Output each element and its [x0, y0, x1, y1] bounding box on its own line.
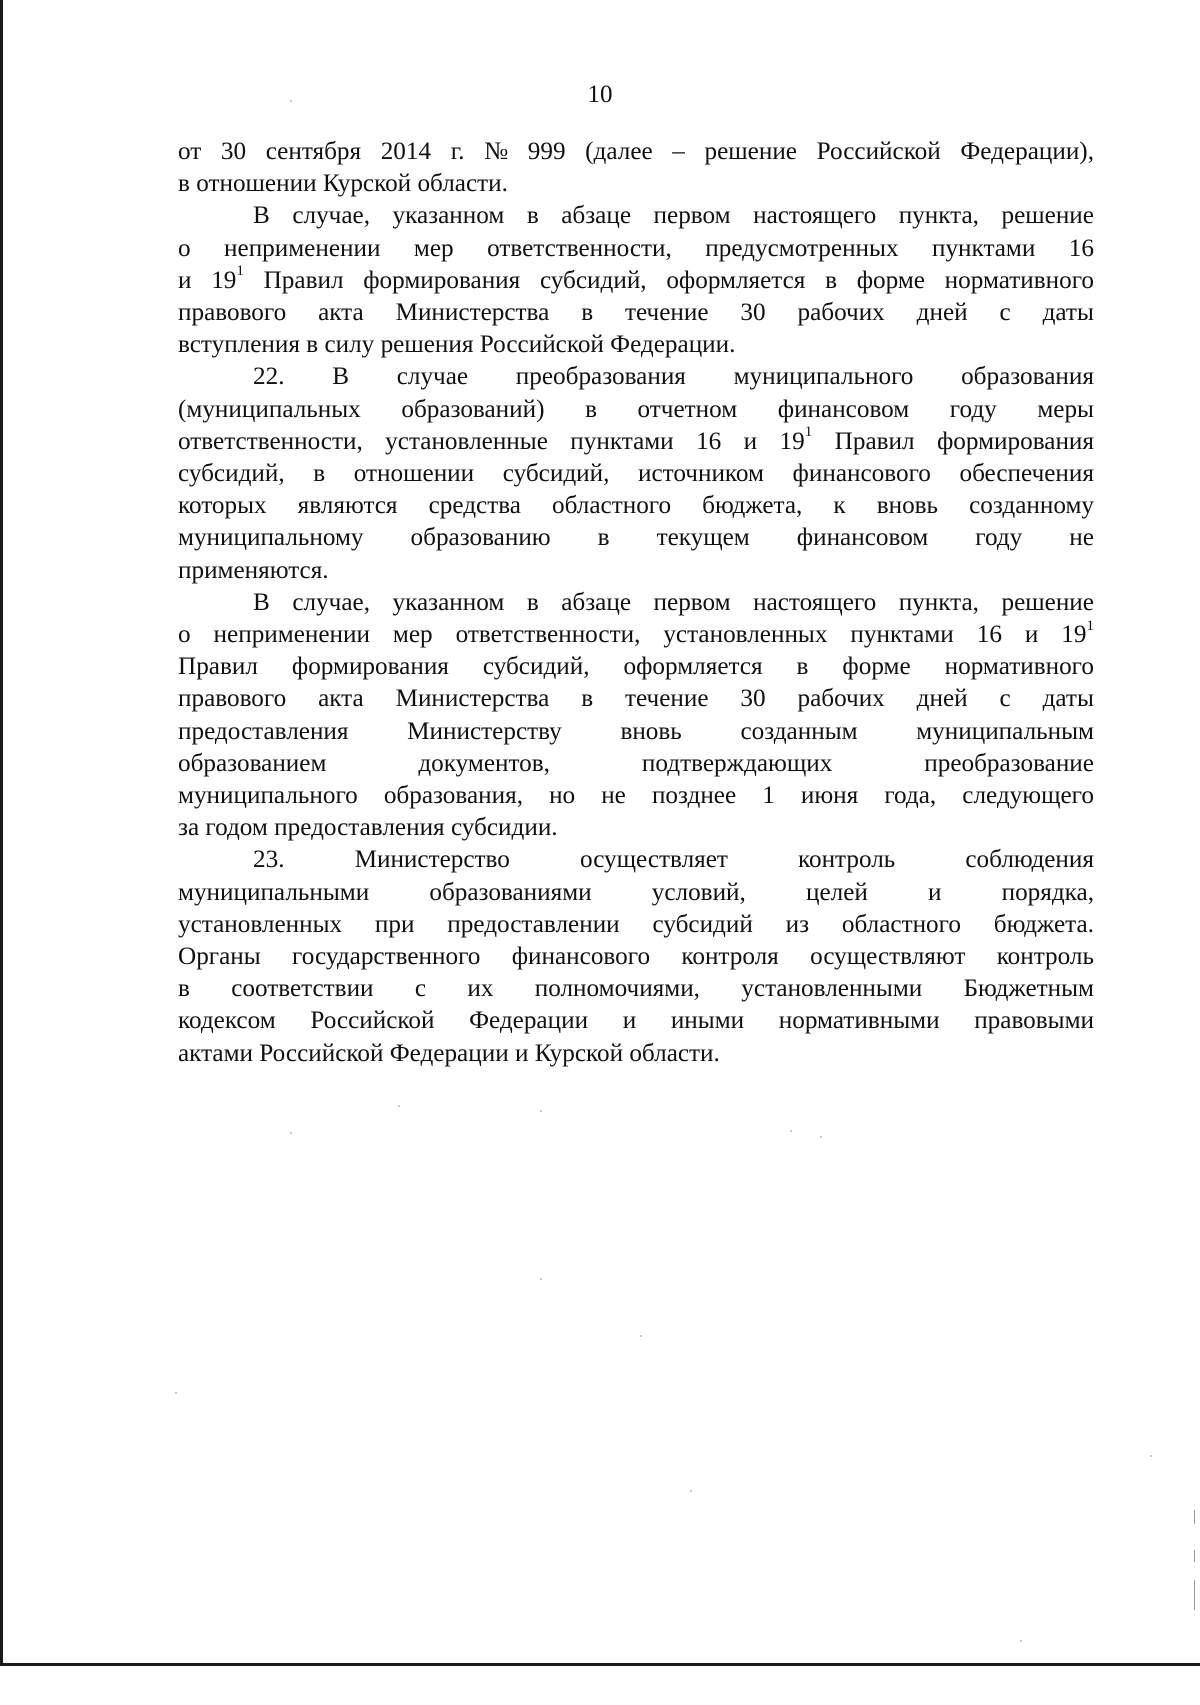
word: 1 [762, 782, 775, 810]
word: – [672, 138, 685, 165]
word: настоящего [753, 202, 877, 230]
word: источником [638, 460, 764, 488]
word: Министерству [407, 717, 562, 745]
word: полномочиями, [534, 975, 700, 1003]
word: от [178, 138, 202, 165]
word: которых [178, 492, 267, 520]
word: акта [318, 685, 364, 713]
word: формирования [291, 653, 449, 681]
line-part: о неприменении мер ответственности, установленных пунктами 16 и 19 [178, 621, 1087, 649]
word: оформляется [623, 653, 763, 681]
line-text: применяются. [178, 556, 329, 584]
text-line [178, 168, 1094, 200]
word: в [796, 653, 809, 681]
paragraph-item-23 [178, 844, 1094, 1069]
word: 2014 [380, 138, 432, 165]
scan-speck [640, 1335, 642, 1337]
word: течение [624, 299, 709, 327]
word: В [332, 363, 349, 391]
word: 30 [220, 138, 247, 165]
word: в [581, 299, 594, 327]
word: В [253, 588, 270, 616]
word: № [484, 138, 509, 165]
word: бюджета, [702, 492, 803, 520]
word: не [1069, 524, 1094, 552]
word: ответственности, [487, 234, 672, 262]
text-line [178, 619, 1094, 651]
line-text [178, 263, 1094, 294]
line-part: и 19 [178, 266, 237, 294]
word: Российской [310, 1007, 435, 1035]
text-line [178, 909, 1094, 941]
word: 23. [253, 846, 285, 874]
word: правовыми [974, 1007, 1094, 1035]
word: документов, [418, 749, 550, 777]
word: иными [670, 1007, 745, 1035]
word: финансового [511, 943, 651, 971]
word: финансовом [796, 524, 929, 552]
superscript: 1 [804, 424, 813, 441]
line-text: актами Российской Федерации и Курской области. [178, 1039, 720, 1067]
word: бюджета. [993, 910, 1094, 938]
word: в [313, 460, 326, 488]
word: субсидий, [482, 653, 590, 681]
word: Федерации [469, 1007, 589, 1035]
word: отношении [353, 460, 475, 488]
word: областного [552, 492, 672, 520]
word: не [601, 782, 626, 810]
line-text [178, 424, 1094, 455]
text-line [178, 1038, 1094, 1070]
text-line [178, 233, 1094, 265]
word: году [975, 524, 1023, 552]
word: течение [624, 685, 709, 713]
word: в [526, 202, 539, 230]
word: государственного [292, 943, 481, 971]
word: муниципальному [178, 524, 364, 552]
word: обеспечения [959, 460, 1094, 488]
word: условий, [651, 878, 746, 906]
word: г. [450, 138, 465, 165]
word: являются [297, 492, 398, 520]
word: при [374, 910, 415, 938]
word: подтверждающих [641, 749, 833, 777]
word: в [178, 975, 190, 1003]
word: областного [841, 910, 961, 938]
text-line [178, 555, 1094, 587]
word: преобразование [924, 749, 1094, 777]
word: неприменении [224, 234, 381, 262]
word: правового [178, 685, 287, 713]
word: субсидий [652, 910, 753, 938]
word: даты [1042, 299, 1094, 327]
text-line [178, 748, 1094, 780]
line-text [178, 617, 1094, 649]
word: первом [653, 588, 731, 616]
word: пунктами [931, 234, 1036, 262]
text-line [178, 651, 1094, 683]
word: даты [1042, 685, 1094, 713]
word: финансового [792, 460, 931, 488]
text-line [178, 361, 1094, 393]
word: предусмотренных [705, 234, 899, 262]
word: случае, [292, 202, 370, 230]
word: их [467, 975, 494, 1003]
word: с [999, 299, 1011, 327]
line-text: вступления в силу решения Российской Федерации. [178, 331, 736, 359]
word: 16 [1068, 234, 1094, 262]
edge-mark [1194, 1550, 1195, 1562]
scan-speck [540, 1278, 542, 1280]
scan-speck [790, 1130, 792, 1132]
paragraph-transform-decision [178, 587, 1094, 845]
word: В [253, 202, 270, 230]
word: абзаце [561, 202, 632, 230]
word: Правил [178, 653, 258, 681]
word: (далее [585, 138, 653, 165]
word: и [927, 878, 942, 906]
text-line [178, 941, 1094, 973]
word: установленными [741, 975, 923, 1003]
superscript: 1 [236, 263, 244, 280]
word: абзаце [561, 588, 632, 616]
word: Органы [178, 943, 261, 971]
word: образования [961, 363, 1094, 391]
text-line [178, 297, 1094, 329]
word: указанном [392, 588, 505, 616]
text-line [178, 683, 1094, 715]
word: в [526, 588, 539, 616]
text-line [178, 780, 1094, 812]
word: созданному [969, 492, 1094, 520]
scan-speck [398, 1105, 400, 1107]
word: созданным [740, 717, 858, 745]
word: вновь [876, 492, 939, 520]
word: с [414, 975, 427, 1003]
word: года, [884, 782, 937, 810]
word: кодексом [178, 1007, 276, 1035]
word: 30 [740, 685, 766, 713]
word: муниципального [733, 363, 914, 391]
word: Федерации), [960, 138, 1094, 165]
word: нормативными [778, 1007, 940, 1035]
word: в [585, 395, 597, 423]
scan-speck [290, 100, 292, 102]
word: нормативного [944, 653, 1094, 681]
scan-speck [1020, 1640, 1022, 1642]
word: финансовом [777, 395, 910, 423]
word: году [949, 395, 997, 423]
word: вновь [620, 717, 682, 745]
word: о [178, 234, 191, 262]
word: 999 [527, 138, 566, 165]
word: субсидий, [502, 460, 610, 488]
word: позднее [651, 782, 737, 810]
word: рабочих [797, 299, 885, 327]
line-part: Правил формирования субсидий, оформляется в форме нормативного [243, 266, 1094, 294]
word: образованию [410, 524, 551, 552]
text-line [178, 844, 1094, 876]
line-text: в отношении Курской области. [178, 170, 508, 198]
word: из [785, 910, 810, 938]
word: целей [805, 878, 868, 906]
word: форме [842, 653, 911, 681]
word: осуществляют [810, 943, 966, 971]
word: отчетном [637, 395, 738, 423]
word: акта [318, 299, 364, 327]
word: 30 [740, 299, 766, 327]
text-line [178, 490, 1094, 522]
scan-left-border [0, 0, 3, 1665]
word: мер [413, 234, 454, 262]
word: муниципального [178, 782, 358, 810]
word: решение [1001, 202, 1094, 230]
text-line [178, 329, 1094, 361]
text-line [178, 877, 1094, 909]
word: средства [428, 492, 521, 520]
word: Министерство [354, 846, 510, 874]
paragraph-decision-clause [178, 200, 1094, 361]
text-line [178, 522, 1094, 554]
word: 22. [253, 363, 285, 391]
paragraph-item-22 [178, 361, 1094, 586]
text-line [178, 200, 1094, 232]
word: текущем [656, 524, 750, 552]
scan-speck [1150, 1455, 1152, 1457]
word: и [622, 1007, 637, 1035]
text-line [178, 136, 1094, 168]
text-line [178, 394, 1094, 426]
word: соблюдения [965, 846, 1094, 874]
word: правового [178, 299, 287, 327]
word: дней [916, 685, 968, 713]
word: случае [396, 363, 469, 391]
text-line [178, 458, 1094, 490]
edge-mark [1194, 1580, 1195, 1610]
text-line [178, 587, 1094, 619]
word: Российской [816, 138, 941, 165]
text-line [178, 265, 1094, 297]
word: Бюджетным [963, 975, 1094, 1003]
word: образованием [178, 749, 327, 777]
word: указанном [392, 202, 505, 230]
scan-speck [690, 1490, 692, 1492]
word: образованиями [429, 878, 592, 906]
text-line [178, 716, 1094, 748]
word: в [581, 685, 594, 713]
scan-speck [175, 1392, 177, 1394]
word: пункта, [898, 202, 979, 230]
word: к [833, 492, 846, 520]
word: с [999, 685, 1011, 713]
text-line [178, 812, 1094, 844]
word: Министерства [395, 685, 550, 713]
superscript: 1 [1086, 617, 1094, 634]
word: первом [653, 202, 731, 230]
page-number: 10 [587, 81, 613, 108]
word: осуществляет [579, 846, 728, 874]
word: муниципальными [178, 878, 370, 906]
paragraph-continuation [178, 136, 1094, 200]
word: сентября [265, 138, 362, 165]
scan-bottom-border [0, 1663, 1200, 1666]
word: образований) [401, 395, 545, 423]
word: пункта, [898, 588, 979, 616]
word: соответствии [231, 975, 374, 1003]
word: настоящего [753, 588, 877, 616]
word: решение [704, 138, 797, 165]
word: предоставления [178, 717, 349, 745]
word: рабочих [797, 685, 885, 713]
document-body [178, 136, 1094, 1070]
word: контроль [798, 846, 896, 874]
word: решение [1001, 588, 1094, 616]
word: муниципальным [916, 717, 1094, 745]
word: преобразования [515, 363, 686, 391]
line-part: ответственности, установленные пунктами 16 и 19 [178, 427, 805, 455]
text-line [178, 426, 1094, 458]
word: контроль [996, 943, 1094, 971]
scan-speck [540, 1110, 542, 1112]
scan-speck [820, 1136, 822, 1138]
text-line [178, 1005, 1094, 1037]
line-part: Правил формирования [812, 427, 1094, 455]
word: установленных [178, 910, 343, 938]
word: июня [800, 782, 859, 810]
word: следующего [962, 782, 1094, 810]
text-line [178, 973, 1094, 1005]
line-text: за годом предоставления субсидии. [178, 814, 558, 842]
word: образования, [383, 782, 523, 810]
word: контроля [681, 943, 779, 971]
word: Министерства [395, 299, 550, 327]
word: предоставлении [447, 910, 620, 938]
edge-mark [1194, 1510, 1195, 1524]
word: субсидий, [178, 460, 285, 488]
word: но [549, 782, 576, 810]
scan-speck [290, 1132, 292, 1134]
word: случае, [292, 588, 370, 616]
word: дней [916, 299, 968, 327]
word: порядка, [1001, 878, 1094, 906]
word: в [597, 524, 610, 552]
word: (муниципальных [178, 395, 361, 423]
word: меры [1037, 395, 1094, 423]
